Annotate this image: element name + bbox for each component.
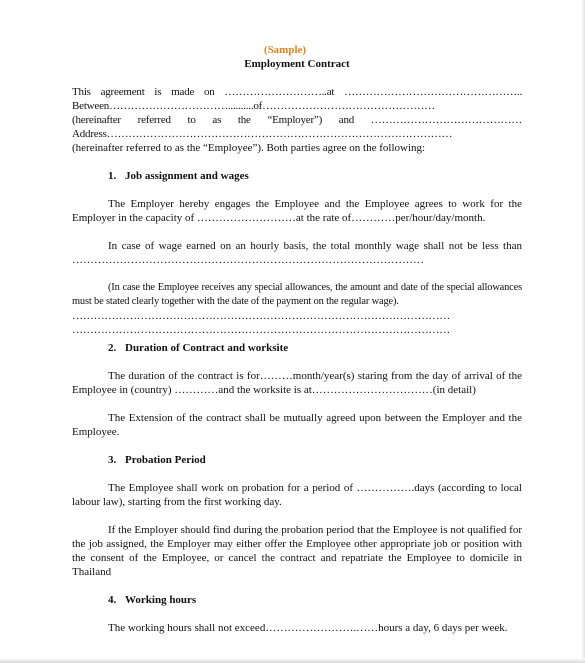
section-1-paragraph-1: The Employer hereby engages the Employee and the Employee agrees to work for the Employer in the capacity of ………………………at the rate of…………per/hour/day/month. bbox=[72, 198, 522, 224]
page-edge-bottom bbox=[0, 658, 585, 663]
section-title: Duration of Contract and worksite bbox=[125, 342, 289, 354]
section-title: Probation Period bbox=[125, 454, 206, 466]
document-title: Employment Contract bbox=[244, 58, 350, 70]
section-1-paragraph-3: (In case the Employee receives any special allowances, the amount and date of the special allowances must be stated clearly together with the date of the payment on the regular wage). bbox=[72, 282, 522, 307]
section-number: 1. bbox=[108, 170, 117, 182]
section-2-paragraph-2: The Extension of the contract shall be mutually agreed upon between the Employer and the Employee. bbox=[72, 412, 522, 438]
intro-line-employer: (hereinafter referred to as the “Employer”) and …………………………………… bbox=[72, 114, 522, 126]
sample-label: (Sample) bbox=[263, 44, 307, 56]
intro-line-between: Between……………………………..........of………………………………………… bbox=[72, 100, 435, 112]
section-1-blank-line-1: …………………………………………………………………………………………… bbox=[72, 310, 451, 322]
section-3-paragraph-1: The Employee shall work on probation for a period of …………….days (according to local labour law), starting from the first working day. bbox=[72, 482, 522, 508]
section-3-paragraph-2: If the Employer should find during the probation period that the Employee is not qualified for the job assigned, the Employer may either offer the Employee other appropriate job or position with the consent of the Employee, or cancel the contract and repatriate the Employee to domicile in Thailand bbox=[72, 524, 522, 578]
section-heading-probation bbox=[72, 453, 522, 467]
section-title: Job assignment and wages bbox=[125, 170, 249, 182]
section-number: 4. bbox=[108, 594, 117, 606]
section-number: 2. bbox=[108, 342, 117, 354]
section-number: 3. bbox=[108, 454, 117, 466]
intro-line-employee: (hereinafter referred to as the “Employee”). Both parties agree on the following: bbox=[72, 142, 426, 154]
section-heading-duration bbox=[72, 341, 522, 355]
section-2-paragraph-1: The duration of the contract is for………month/year(s) staring from the day of arrival of the Employee in (country) …………and the worksite is at……………………………(in detail) bbox=[72, 370, 522, 396]
page-edge-right bbox=[581, 0, 585, 663]
intro-line-agreement: This agreement is made on ………………………..at ………………………………………….. bbox=[72, 86, 522, 98]
section-4-paragraph-1: The working hours shall not exceed…………………….……hours a day, 6 days per week. bbox=[108, 622, 508, 634]
section-1-blank-line-2: …………………………………………………………………………………………… bbox=[72, 324, 451, 336]
contract-document bbox=[72, 43, 522, 635]
intro-line-address: Address…………………………………………………………………………………… bbox=[72, 128, 453, 140]
section-heading-working-hours bbox=[72, 593, 522, 607]
section-heading-job-assignment bbox=[72, 169, 522, 183]
section-1-paragraph-2: In case of wage earned on an hourly basis, the total monthly wage shall not be less than …………………………………………………………………………………… bbox=[72, 240, 522, 266]
section-title: Working hours bbox=[125, 594, 197, 606]
